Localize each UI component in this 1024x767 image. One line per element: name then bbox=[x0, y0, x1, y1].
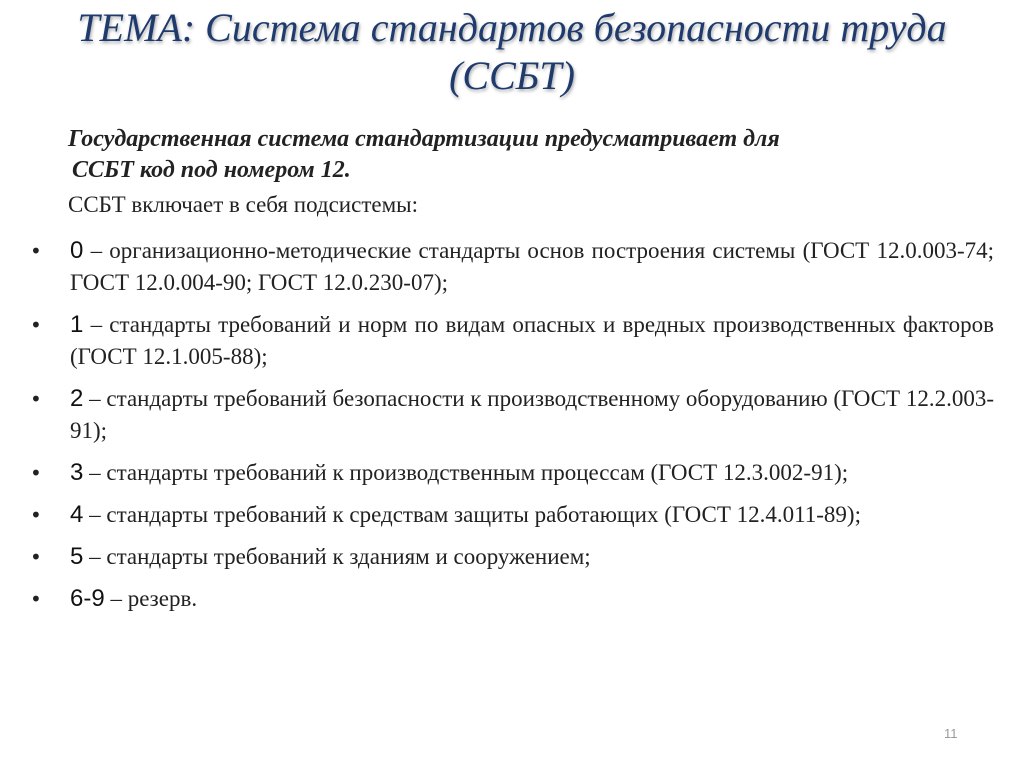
subsystem-description: – резерв. bbox=[104, 586, 198, 611]
bullet-icon: • bbox=[30, 313, 42, 337]
bullet-icon: • bbox=[30, 239, 42, 263]
subsystem-description: – стандарты требований к зданиям и сооружением; bbox=[83, 544, 591, 569]
title-line-2: (ССБТ) bbox=[449, 53, 575, 98]
list-item bbox=[30, 309, 994, 373]
subsystems-heading: ССБТ включает в себя подсистемы: bbox=[68, 192, 418, 217]
intro-line-1: Государственная система стандартизации предусматривает для bbox=[68, 126, 780, 152]
page-number: 11 bbox=[944, 726, 958, 741]
subsystem-code: 4 bbox=[70, 501, 84, 528]
subsystem-description: – организационно-методические стандарты основ построения системы (ГОСТ 12.0.003-74; ГОСТ 12.0.004-90; ГОСТ 12.0.230-07); bbox=[70, 238, 994, 295]
subsystem-description: – стандарты требований безопасности к производственному оборудованию (ГОСТ 12.2.003-91); bbox=[70, 386, 994, 443]
list-item bbox=[30, 383, 994, 447]
bullet-icon: • bbox=[30, 461, 42, 485]
subsystem-description: – стандарты требований и норм по видам опасных и вредных производственных факторов (ГОСТ 12.1.005-88); bbox=[70, 312, 994, 369]
intro-paragraph bbox=[68, 124, 968, 186]
list-item bbox=[30, 583, 994, 615]
list-item bbox=[30, 541, 994, 573]
subsystem-description: – стандарты требований к производственным процессам (ГОСТ 12.3.002-91); bbox=[83, 460, 849, 485]
list-item bbox=[30, 457, 994, 489]
subsystem-description: – стандарты требований к средствам защиты работающих (ГОСТ 12.4.011-89); bbox=[83, 502, 861, 527]
subsystem-code: 0 bbox=[70, 237, 84, 264]
bullet-icon: • bbox=[30, 387, 42, 411]
subsystem-code: 6-9 bbox=[70, 585, 105, 612]
bullet-icon: • bbox=[30, 587, 42, 611]
subsystem-code: 1 bbox=[70, 311, 84, 338]
subsystem-code: 3 bbox=[70, 459, 84, 486]
subsystems-list bbox=[30, 235, 994, 625]
subsystem-code: 2 bbox=[70, 385, 84, 412]
bullet-icon: • bbox=[30, 545, 42, 569]
slide-title bbox=[40, 4, 984, 100]
title-line-1: ТЕМА: Система стандартов безопасности труда bbox=[77, 5, 947, 50]
list-item bbox=[30, 235, 994, 299]
intro-line-2: ССБТ код под номером 12. bbox=[72, 157, 351, 183]
subsystem-code: 5 bbox=[70, 543, 84, 570]
bullet-icon: • bbox=[30, 503, 42, 527]
list-item bbox=[30, 499, 994, 531]
